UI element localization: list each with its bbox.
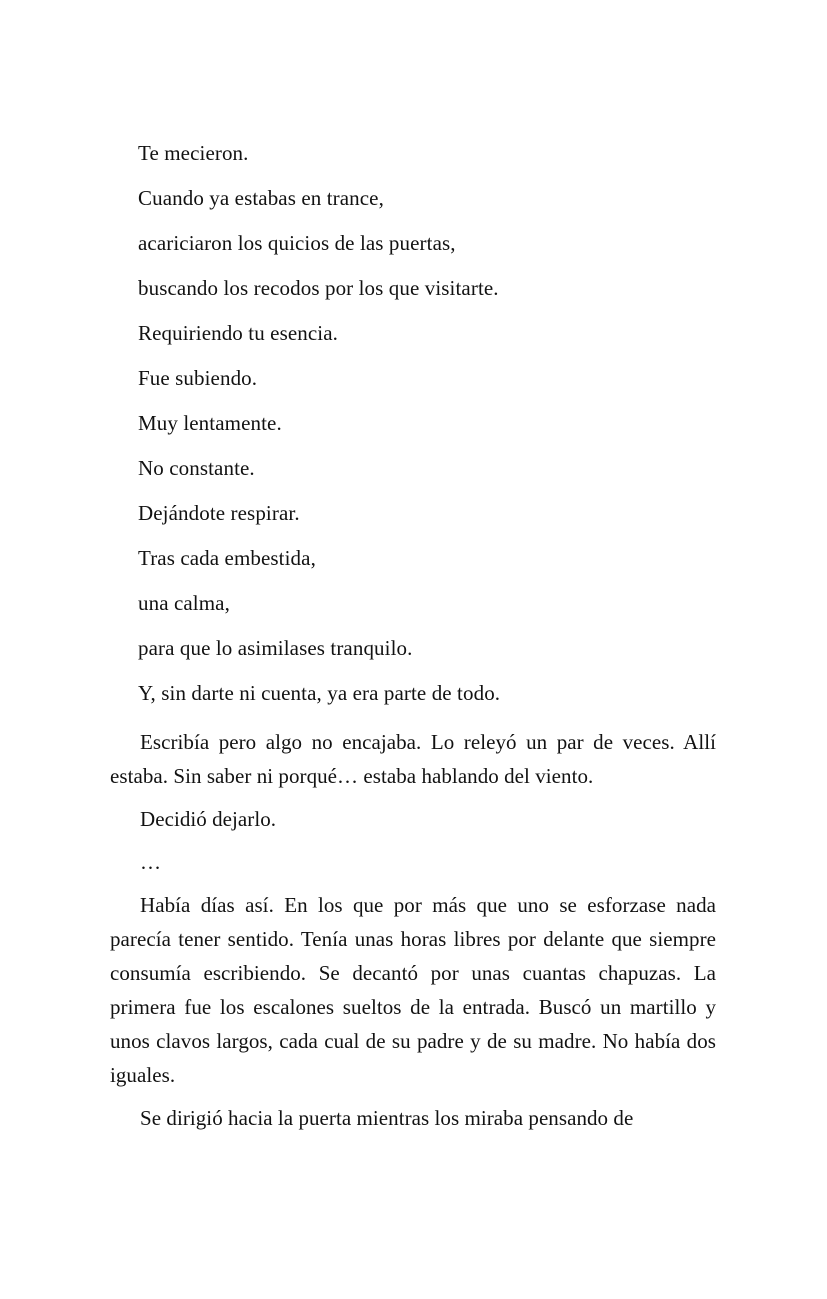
verse-line: Cuando ya estabas en trance, [138,186,384,210]
verse-line: Requiriendo tu esencia. [138,321,338,345]
verse-line: No constante. [138,456,255,480]
verse-line: Dejándote respirar. [138,501,300,525]
paragraph: Había días así. En los que por más que uno se esforzase nada parecía tener sentido. Tenía unas horas libres por delante que siempre consumía escribiendo. Se decantó por unas cuantas chapuzas. La primera fue los escalones sueltos de la entrada. Buscó un martillo y unos clavos largos, cada cual de su padre y de su madre. No había dos iguales. [110,893,716,1087]
paragraph: Decidió dejarlo. [140,807,277,831]
section-separator: … [140,850,161,874]
paragraph-continued: Se dirigió hacia la puerta mientras los miraba pensando de [140,1106,634,1130]
verse-line: Tras cada embestida, [138,546,316,570]
verse-line: Te mecieron. [138,141,249,165]
verse-line: una calma, [138,591,230,615]
verse-line: Muy lentamente. [138,411,282,435]
text-block [110,131,716,1135]
verse-line: buscando los recodos por los que visitarte. [138,276,499,300]
verse-line: para que lo asimilases tranquilo. [138,636,413,660]
verse-line: Y, sin darte ni cuenta, ya era parte de todo. [138,681,501,705]
verse-prose-spacer [110,716,716,725]
verse-line: acariciaron los quicios de las puertas, [138,231,456,255]
verse-line: Fue subiendo. [138,366,258,390]
verse-block [110,131,716,716]
paragraph: Escribía pero algo no encajaba. Lo releyó un par de veces. Allí estaba. Sin saber ni porqué… estaba hablando del viento. [110,730,716,788]
